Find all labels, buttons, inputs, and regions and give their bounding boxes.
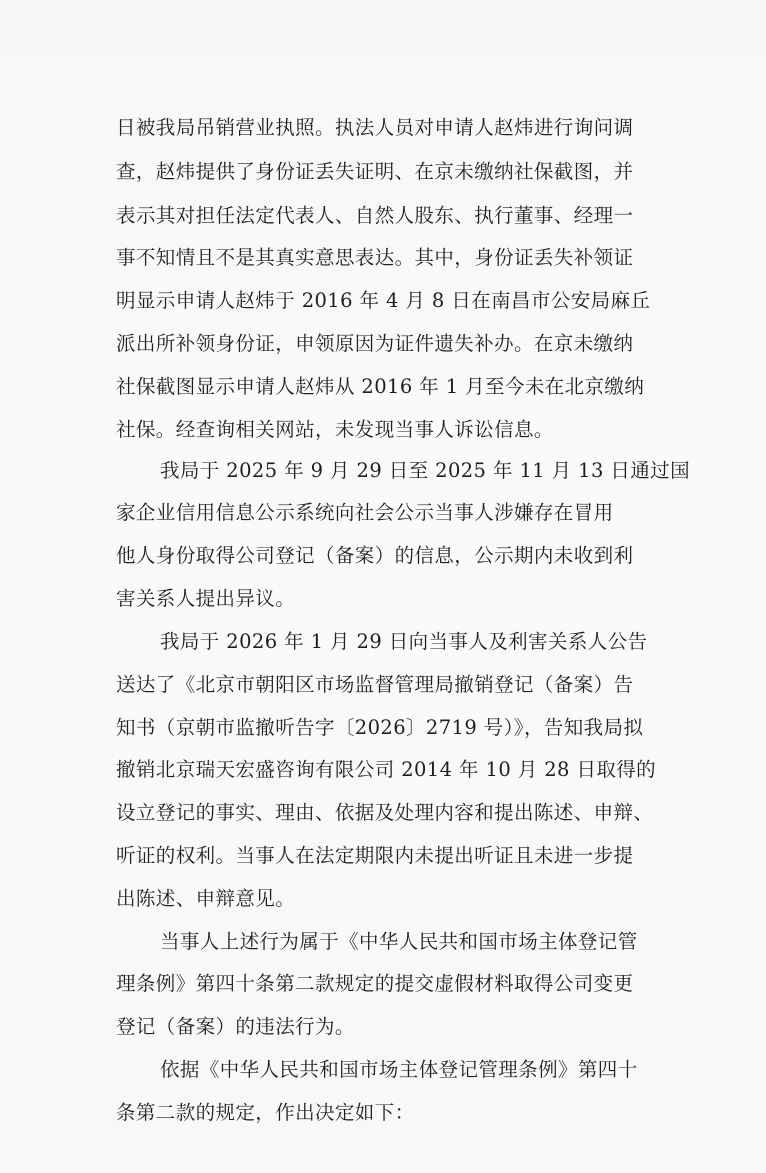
text-line: 出陈述、申辩意见。 — [116, 887, 296, 910]
text-line: 查，赵炜提供了身份证丢失证明、在京未缴纳社保截图，并 — [116, 160, 634, 183]
text-line: 登记（备案）的违法行为。 — [116, 1015, 355, 1038]
text-line: 社保。经查询相关网站，未发现当事人诉讼信息。 — [116, 418, 554, 441]
paragraph-first-line: 我局于 2025 年 9 月 29 日至 2025 年 11 月 13 日通过国 — [160, 459, 690, 482]
text-line: 社保截图显示申请人赵炜从 2016 年 1 月至今未在北京缴纳 — [116, 375, 645, 398]
paragraph-first-line: 我局于 2026 年 1 月 29 日向当事人及利害关系人公告 — [160, 630, 648, 653]
text-line: 知书（京朝市监撤听告字〔2026〕2719 号）》，告知我局拟 — [116, 716, 644, 739]
text-line: 设立登记的事实、理由、依据及处理内容和提出陈述、申辩、 — [116, 801, 654, 824]
text-line: 害关系人提出异议。 — [116, 587, 296, 610]
text-line: 条第二款的规定，作出决定如下： — [116, 1101, 415, 1124]
paragraph-first-line: 依据《中华人民共和国市场主体登记管理条例》第四十 — [160, 1058, 638, 1081]
text-line: 日被我局吊销营业执照。执法人员对申请人赵炜进行询问调 — [116, 116, 634, 139]
paragraph-first-line: 当事人上述行为属于《中华人民共和国市场主体登记管 — [160, 930, 638, 953]
text-line: 听证的权利。当事人在法定期限内未提出听证且未进一步提 — [116, 844, 634, 867]
text-line: 派出所补领身份证，申领原因为证件遗失补办。在京未缴纳 — [116, 332, 634, 355]
text-line: 表示其对担任法定代表人、自然人股东、执行董事、经理一 — [116, 204, 634, 227]
text-line: 送达了《北京市朝阳区市场监督管理局撤销登记（备案）告 — [116, 673, 634, 696]
text-line: 家企业信用信息公示系统向社会公示当事人涉嫌存在冒用 — [116, 501, 614, 524]
text-line: 他人身份取得公司登记（备案）的信息，公示期内未收到利 — [116, 544, 634, 567]
text-line: 理条例》第四十条第二款规定的提交虚假材料取得公司变更 — [116, 972, 634, 995]
text-line: 撤销北京瑞天宏盛咨询有限公司 2014 年 10 月 28 日取得的 — [116, 758, 657, 781]
text-line: 事不知情且不是其真实意思表达。其中，身份证丢失补领证 — [116, 246, 634, 269]
text-line: 明显示申请人赵炜于 2016 年 4 月 8 日在南昌市公安局麻丘 — [116, 289, 651, 312]
